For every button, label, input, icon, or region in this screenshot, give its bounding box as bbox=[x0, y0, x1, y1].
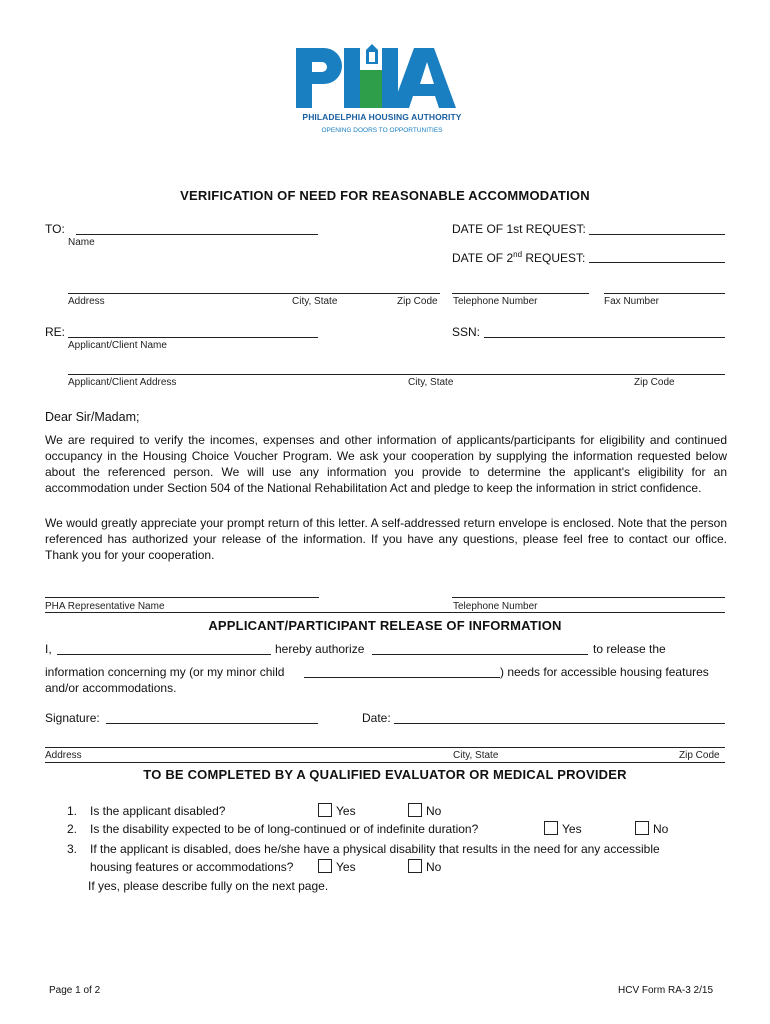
q2-no-checkbox[interactable] bbox=[635, 821, 649, 835]
q1-text: Is the applicant disabled? bbox=[90, 804, 226, 818]
q3-text-line-2: housing features or accommodations? bbox=[90, 860, 294, 874]
q3-text-line-1: If the applicant is disabled, does he/she have a physical disability that results in the need for any accessible bbox=[90, 842, 660, 856]
fax-caption: Fax Number bbox=[604, 296, 660, 307]
date-label: Date: bbox=[362, 711, 391, 725]
letter-paragraph-1: We are required to verify the incomes, expenses and other information of applicants/participants for eligibility and continued occupancy in the Housing Choice Voucher Program. We ask your cooperation by supplying the information requested below about the referenced person. We will use any information you provide to determine the applicant's eligibility for an accommodation under Section 504 of the National Rehabilitation Act and pledge to keep the information in strict confidence. bbox=[45, 433, 727, 495]
q3-yes-label: Yes bbox=[336, 860, 356, 874]
release-i-label: I, bbox=[45, 642, 52, 656]
q3-no-checkbox[interactable] bbox=[408, 859, 422, 873]
fax-field[interactable] bbox=[604, 293, 725, 294]
release-and-or: and/or accommodations. bbox=[45, 681, 177, 695]
release-address-field[interactable] bbox=[45, 747, 725, 748]
to-name-field[interactable] bbox=[76, 234, 318, 235]
section-divider-2 bbox=[45, 762, 725, 763]
rep-phone-caption: Telephone Number bbox=[453, 601, 538, 612]
release-hereby: hereby authorize bbox=[275, 642, 365, 656]
letter-paragraph-2: We would greatly appreciate your prompt return of this letter. A self-addressed return envelope is enclosed. Note that the person referenced has authorized your release of the information. If you have any questions, please feel free to contact our office. Thank you for your cooperation. bbox=[45, 516, 727, 562]
pha-logo bbox=[292, 42, 472, 142]
signature-field[interactable] bbox=[106, 723, 318, 724]
date-second-sup: nd bbox=[513, 250, 523, 259]
zip-caption: Zip Code bbox=[397, 296, 438, 307]
ssn-label: SSN: bbox=[452, 325, 481, 339]
to-label: TO: bbox=[45, 222, 65, 236]
release-child-field[interactable] bbox=[304, 677, 500, 678]
logo-tagline: OPENING DOORS TO OPPORTUNITIES bbox=[321, 127, 443, 134]
release-info-text: information concerning my (or my minor child bbox=[45, 665, 285, 679]
name-caption: Name bbox=[68, 237, 95, 248]
telephone-field[interactable] bbox=[452, 293, 589, 294]
applicant-name-caption: Applicant/Client Name bbox=[68, 340, 167, 351]
date-second-label bbox=[452, 250, 585, 265]
release-address-caption: Address bbox=[45, 750, 82, 761]
release-needs-text: ) needs for accessible housing features bbox=[500, 665, 709, 679]
q1-no-checkbox[interactable] bbox=[408, 803, 422, 817]
release-city-caption: City, State bbox=[453, 750, 499, 761]
q3-followup: If yes, please describe fully on the next page. bbox=[88, 879, 329, 893]
applicant-city-caption: City, State bbox=[408, 377, 454, 388]
rep-phone-field[interactable] bbox=[452, 597, 725, 598]
q2-text: Is the disability expected to be of long-continued or of indefinite duration? bbox=[90, 822, 479, 836]
q3-yes-checkbox[interactable] bbox=[318, 859, 332, 873]
release-to-release: to release the bbox=[593, 642, 666, 656]
salutation: Dear Sir/Madam; bbox=[45, 410, 140, 424]
logo-org-name: PHILADELPHIA HOUSING AUTHORITY bbox=[302, 112, 462, 122]
date-second-suffix: REQUEST: bbox=[522, 251, 586, 265]
re-label: RE: bbox=[45, 325, 66, 339]
q2-number: 2. bbox=[67, 822, 78, 836]
q1-yes-label: Yes bbox=[336, 804, 356, 818]
applicant-zip-caption: Zip Code bbox=[634, 377, 675, 388]
re-name-field[interactable] bbox=[68, 337, 318, 338]
page-title: VERIFICATION OF NEED FOR REASONABLE ACCOMMODATION bbox=[180, 188, 590, 203]
q1-yes-checkbox[interactable] bbox=[318, 803, 332, 817]
q2-yes-checkbox[interactable] bbox=[544, 821, 558, 835]
telephone-caption: Telephone Number bbox=[453, 296, 538, 307]
address-field[interactable] bbox=[68, 293, 440, 294]
signature-label: Signature: bbox=[45, 711, 100, 725]
q3-no-label: No bbox=[426, 860, 442, 874]
q2-no-label: No bbox=[653, 822, 669, 836]
page-number: Page 1 of 2 bbox=[49, 985, 101, 996]
pha-logo-graphic bbox=[292, 42, 472, 114]
date-field[interactable] bbox=[394, 723, 725, 724]
address-caption: Address bbox=[68, 296, 105, 307]
form-number: HCV Form RA-3 2/15 bbox=[618, 985, 714, 996]
release-name-field[interactable] bbox=[57, 654, 271, 655]
section-divider-1 bbox=[45, 612, 725, 613]
q2-yes-label: Yes bbox=[562, 822, 582, 836]
date-first-field[interactable] bbox=[589, 234, 725, 235]
city-state-caption: City, State bbox=[292, 296, 338, 307]
release-zip-caption: Zip Code bbox=[679, 750, 720, 761]
q1-number: 1. bbox=[67, 804, 78, 818]
q3-number: 3. bbox=[67, 842, 78, 856]
date-second-prefix: DATE OF 2 bbox=[452, 251, 514, 265]
date-second-field[interactable] bbox=[589, 262, 725, 263]
evaluator-heading: TO BE COMPLETED BY A QUALIFIED EVALUATOR OR MEDICAL PROVIDER bbox=[143, 767, 627, 782]
release-heading: APPLICANT/PARTICIPANT RELEASE OF INFORMATION bbox=[208, 618, 562, 633]
q1-no-label: No bbox=[426, 804, 442, 818]
rep-name-field[interactable] bbox=[45, 597, 319, 598]
applicant-address-field[interactable] bbox=[68, 374, 725, 375]
date-first-label: DATE OF 1st REQUEST: bbox=[452, 222, 586, 236]
applicant-address-caption: Applicant/Client Address bbox=[68, 377, 177, 388]
ssn-field[interactable] bbox=[484, 337, 725, 338]
rep-name-caption: PHA Representative Name bbox=[45, 601, 165, 612]
release-authorize-field[interactable] bbox=[372, 654, 588, 655]
